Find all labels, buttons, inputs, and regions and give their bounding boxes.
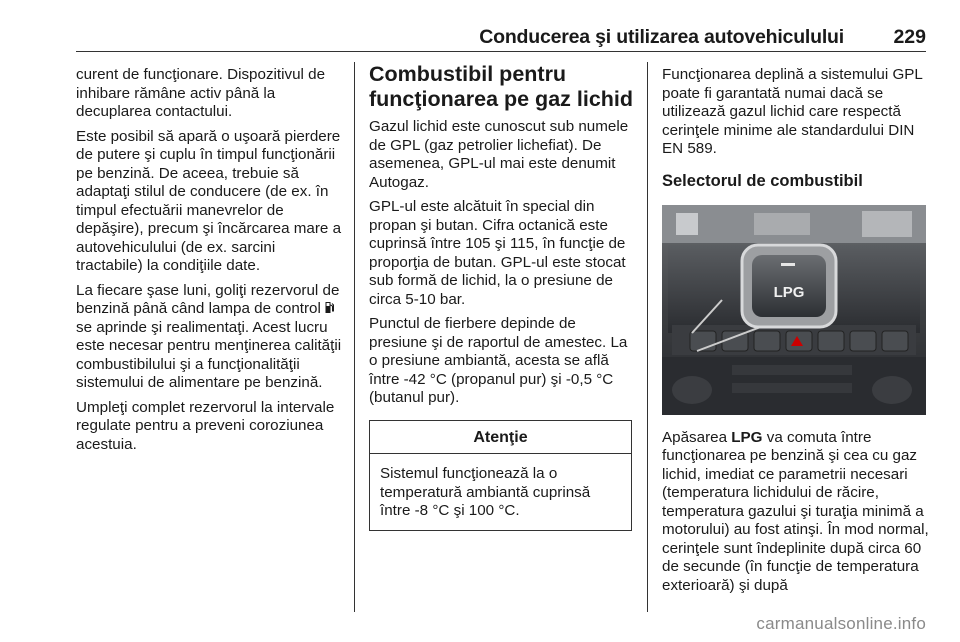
caution-text: Sistemul funcţionează la o temperatură ambiantă cuprinsă între -8 °C şi 100 °C. (380, 465, 591, 519)
paragraph: Gazul lichid este cunoscut sub numele de GPL (gaz petrolier lichefiat). De asemenea, GPL-ul mai este denumit Autogaz. (369, 118, 629, 191)
watermark: carmanualsonline.info (756, 614, 926, 633)
section-heading: Combustibil pentru funcţionarea pe gaz lichid (369, 62, 634, 111)
column-divider-1 (354, 62, 355, 612)
paragraph-text: Apăsarea (662, 428, 728, 446)
paragraph: GPL-ul este alcătuit în special din propan şi butan. Cifra octanică este cuprinsă între 105 şi 115, în funcţie de proporţia de butan. GPL-ul este stocat sub formă de lichid, la o presiune de circa 5-10 bar. (369, 198, 626, 308)
column-3 (662, 66, 932, 601)
paragraph (662, 429, 932, 596)
column-divider-2 (647, 62, 648, 612)
paragraph: Umpleţi complet rezervorul la intervale regulate pentru a preveni coroziunea acestuia. (76, 398, 335, 453)
page-number: 229 (893, 26, 926, 48)
section-heading: Selectorul de combustibil (662, 171, 863, 190)
paragraph-text: La fiecare şase luni, goliţi rezervorul de benzină până când lampa de control (76, 281, 340, 317)
caution-box (369, 420, 632, 531)
paragraph: Este posibil să apară o uşoară pierdere de putere şi cuplu în timpul funcţionării pe benzină. De aceea, trebuie să adaptaţi stilul de conducere (de ex. în timpul efectuării manevrelor de depăşire), precum şi încărcarea mare a autovehiculului (de ex. sarcini tractabile) la condiţiile date. (76, 127, 342, 274)
fuel-pump-icon (325, 301, 334, 314)
paragraph-text: se aprinde şi realimentaţi. Acest lucru este necesar pentru menţinerea calităţii combustibilului şi a funcţionalităţii sistemului de alimentare pe benzină. (76, 318, 342, 391)
paragraph-text: va comuta între funcţionarea pe benzină şi cea cu gaz lichid, imediat ce parametrii necesari (temperatura lichidului de răcire, temperatura gazului şi turaţia minimă a motorului) au fost atinşi. În mod normal, cerinţele sunt îndeplinite după circa 60 de secunde (în funcţie de temperatura exterioară) şi după (662, 428, 929, 594)
paragraph (76, 282, 346, 393)
header-title: Conducerea şi utilizarea autovehiculului (479, 26, 844, 48)
column-1 (76, 66, 346, 460)
lpg-button-reference: LPG (731, 428, 763, 446)
paragraph: Punctul de fierbere depinde de presiune şi de raportul de amestec. La o presiune ambiantă, acesta se află între -42 °C (propanul pur) şi -0,5 °C (butanul pur). (369, 315, 628, 406)
page-header (76, 26, 926, 50)
lpg-button-label: LPG (773, 283, 805, 301)
lpg-selector-photo (662, 205, 926, 415)
paragraph: curent de funcţionare. Dispozitivul de inhibare rămâne activ până la decuplarea contactului. (76, 66, 326, 120)
paragraph: Funcţionarea deplină a sistemului GPL poate fi garantată numai dacă se utilizează gazul lichid care respectă cerinţele minime ale standardului DIN EN 589. (662, 66, 923, 157)
caution-title: Atenţie (370, 421, 631, 455)
column-2 (369, 62, 634, 531)
header-divider (76, 51, 926, 52)
